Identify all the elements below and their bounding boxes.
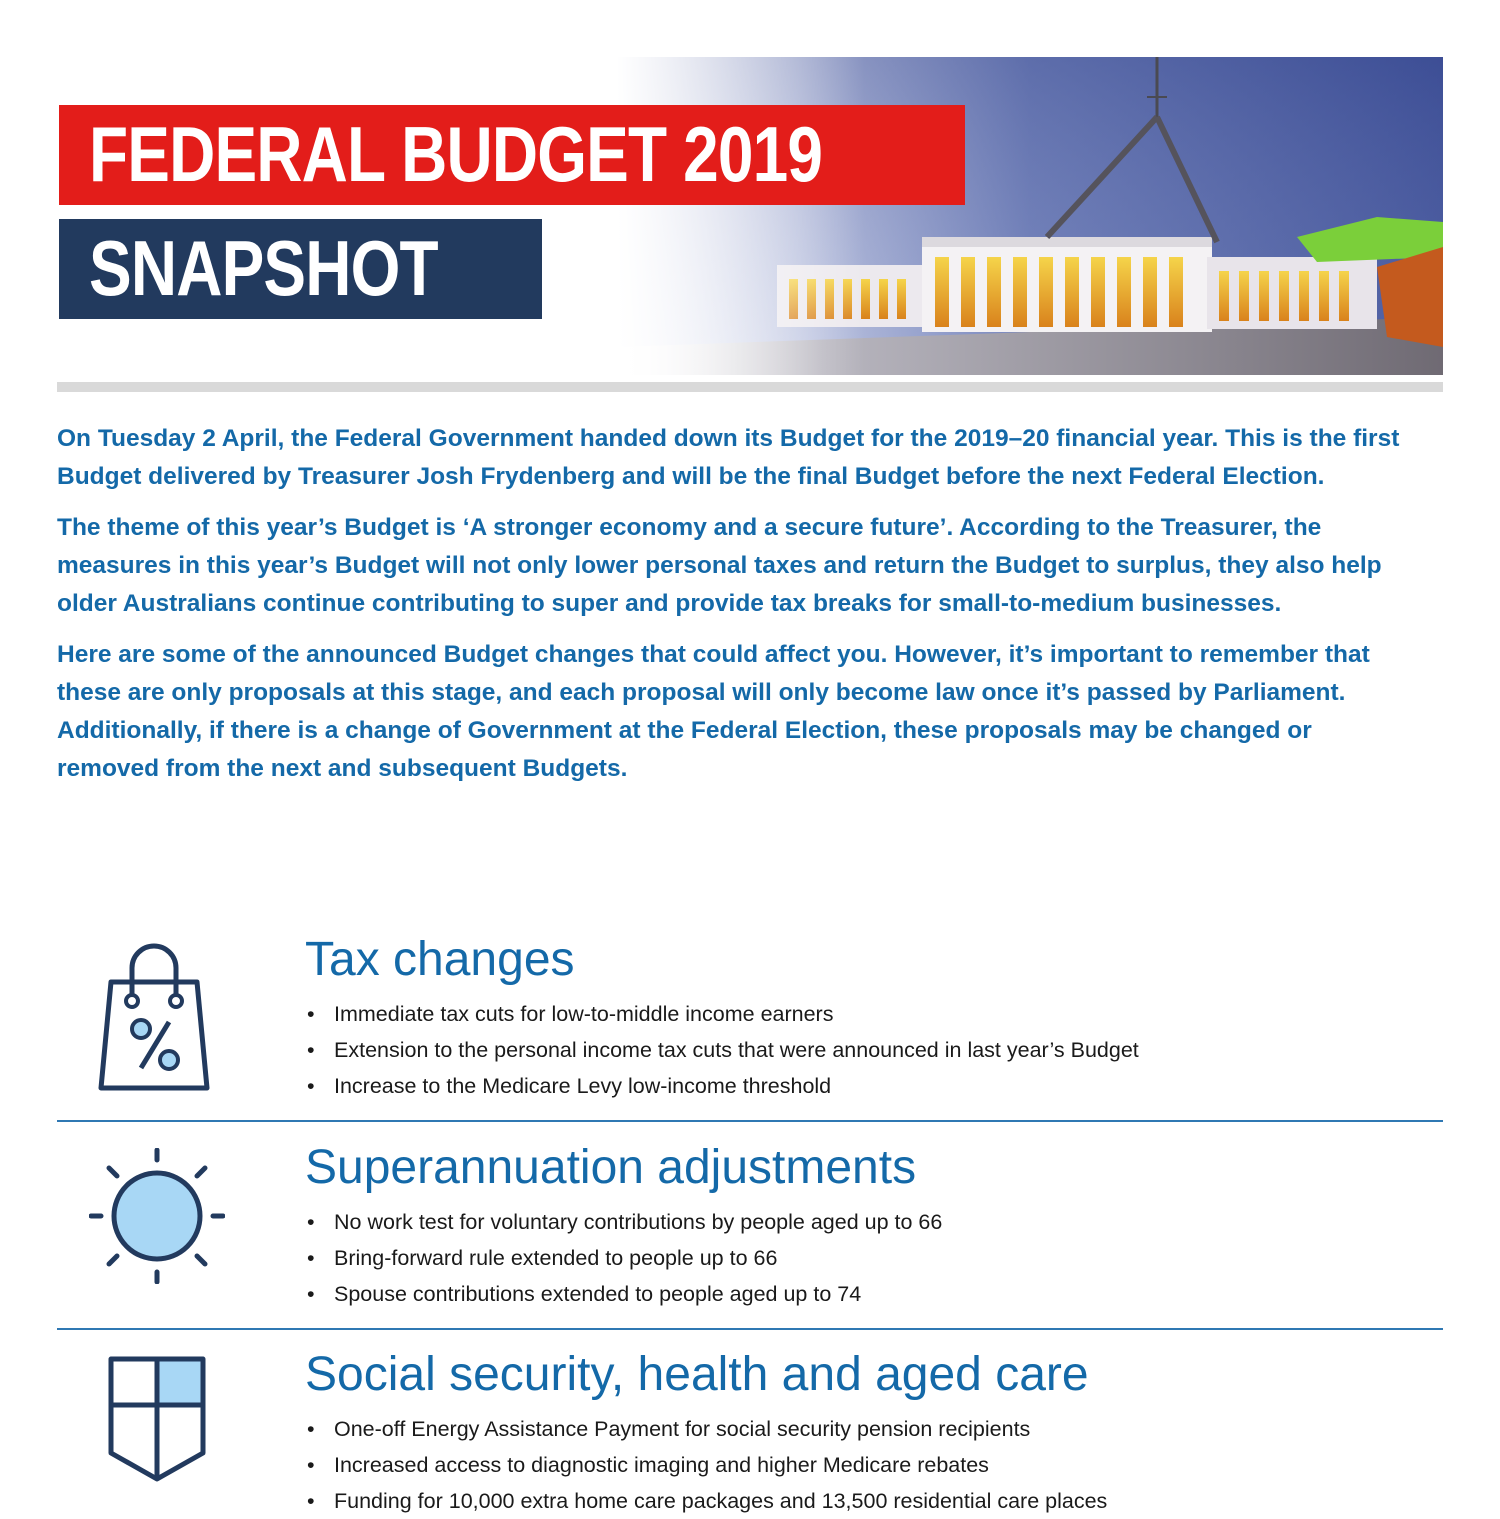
bullet-list — [305, 1204, 1435, 1312]
section-divider — [57, 1120, 1443, 1122]
list-item: • Funding for 10,000 extra home care packages and 13,500 residential care places — [305, 1483, 1435, 1519]
page-subtitle: SNAPSHOT — [89, 224, 438, 312]
section-content — [305, 932, 1435, 1104]
section-divider — [57, 1328, 1443, 1330]
sun-icon — [89, 1148, 225, 1289]
section-heading: Superannuation adjustments — [305, 1141, 917, 1194]
hero-banner — [57, 57, 1443, 375]
section-content — [305, 1140, 1435, 1312]
section-content — [305, 1347, 1435, 1519]
intro-text — [57, 420, 1417, 801]
list-item: • Bring-forward rule extended to people up to 66 — [305, 1240, 1435, 1276]
subtitle-bar — [59, 219, 542, 319]
list-item: • No work test for voluntary contributions by people aged up to 66 — [305, 1204, 1435, 1240]
intro-paragraph: Here are some of the announced Budget changes that could affect you. However, it’s important to remember that these are only proposals at this stage, and each proposal will only become law once it’s passed by Parliament. Additionally, if there is a change of Government at the Federal Election, these proposals may be changed or removed from the next and subsequent Budgets. — [57, 641, 1370, 782]
section-superannuation — [57, 1140, 1443, 1315]
section-heading: Tax changes — [305, 933, 575, 986]
list-item: • One-off Energy Assistance Payment for social security pension recipients — [305, 1411, 1435, 1447]
section-social-security — [57, 1347, 1443, 1513]
intro-paragraph: The theme of this year’s Budget is ‘A stronger economy and a secure future’. According to the Treasurer, the measures in this year’s Budget will not only lower personal taxes and return the Budget to surplus, they also help older Australians continue contributing to super and provide tax breaks for small-to-medium businesses. — [57, 514, 1382, 617]
shield-icon — [105, 1355, 209, 1490]
list-item: • Increase to the Medicare Levy low-income threshold — [305, 1068, 1435, 1104]
list-item: • Spouse contributions extended to people aged up to 74 — [305, 1276, 1435, 1312]
intro-paragraph: On Tuesday 2 April, the Federal Government handed down its Budget for the 2019–20 financial year. This is the first Budget delivered by Treasurer Josh Frydenberg and will be the final Budget before the next Federal Election. — [57, 425, 1400, 490]
section-heading: Social security, health and aged care — [305, 1348, 1089, 1401]
list-item: • Immediate tax cuts for low-to-middle income earners — [305, 996, 1435, 1032]
page-title: FEDERAL BUDGET 2019 — [89, 110, 823, 198]
section-tax-changes — [57, 932, 1443, 1107]
title-bar — [59, 105, 965, 205]
shopping-bag-percent-icon — [89, 940, 219, 1097]
bullet-list — [305, 1411, 1435, 1519]
bullet-list — [305, 996, 1435, 1104]
list-item: • Extension to the personal income tax cuts that were announced in last year’s Budget — [305, 1032, 1435, 1068]
header-divider — [57, 382, 1443, 392]
list-item: • Increased access to diagnostic imaging and higher Medicare rebates — [305, 1447, 1435, 1483]
